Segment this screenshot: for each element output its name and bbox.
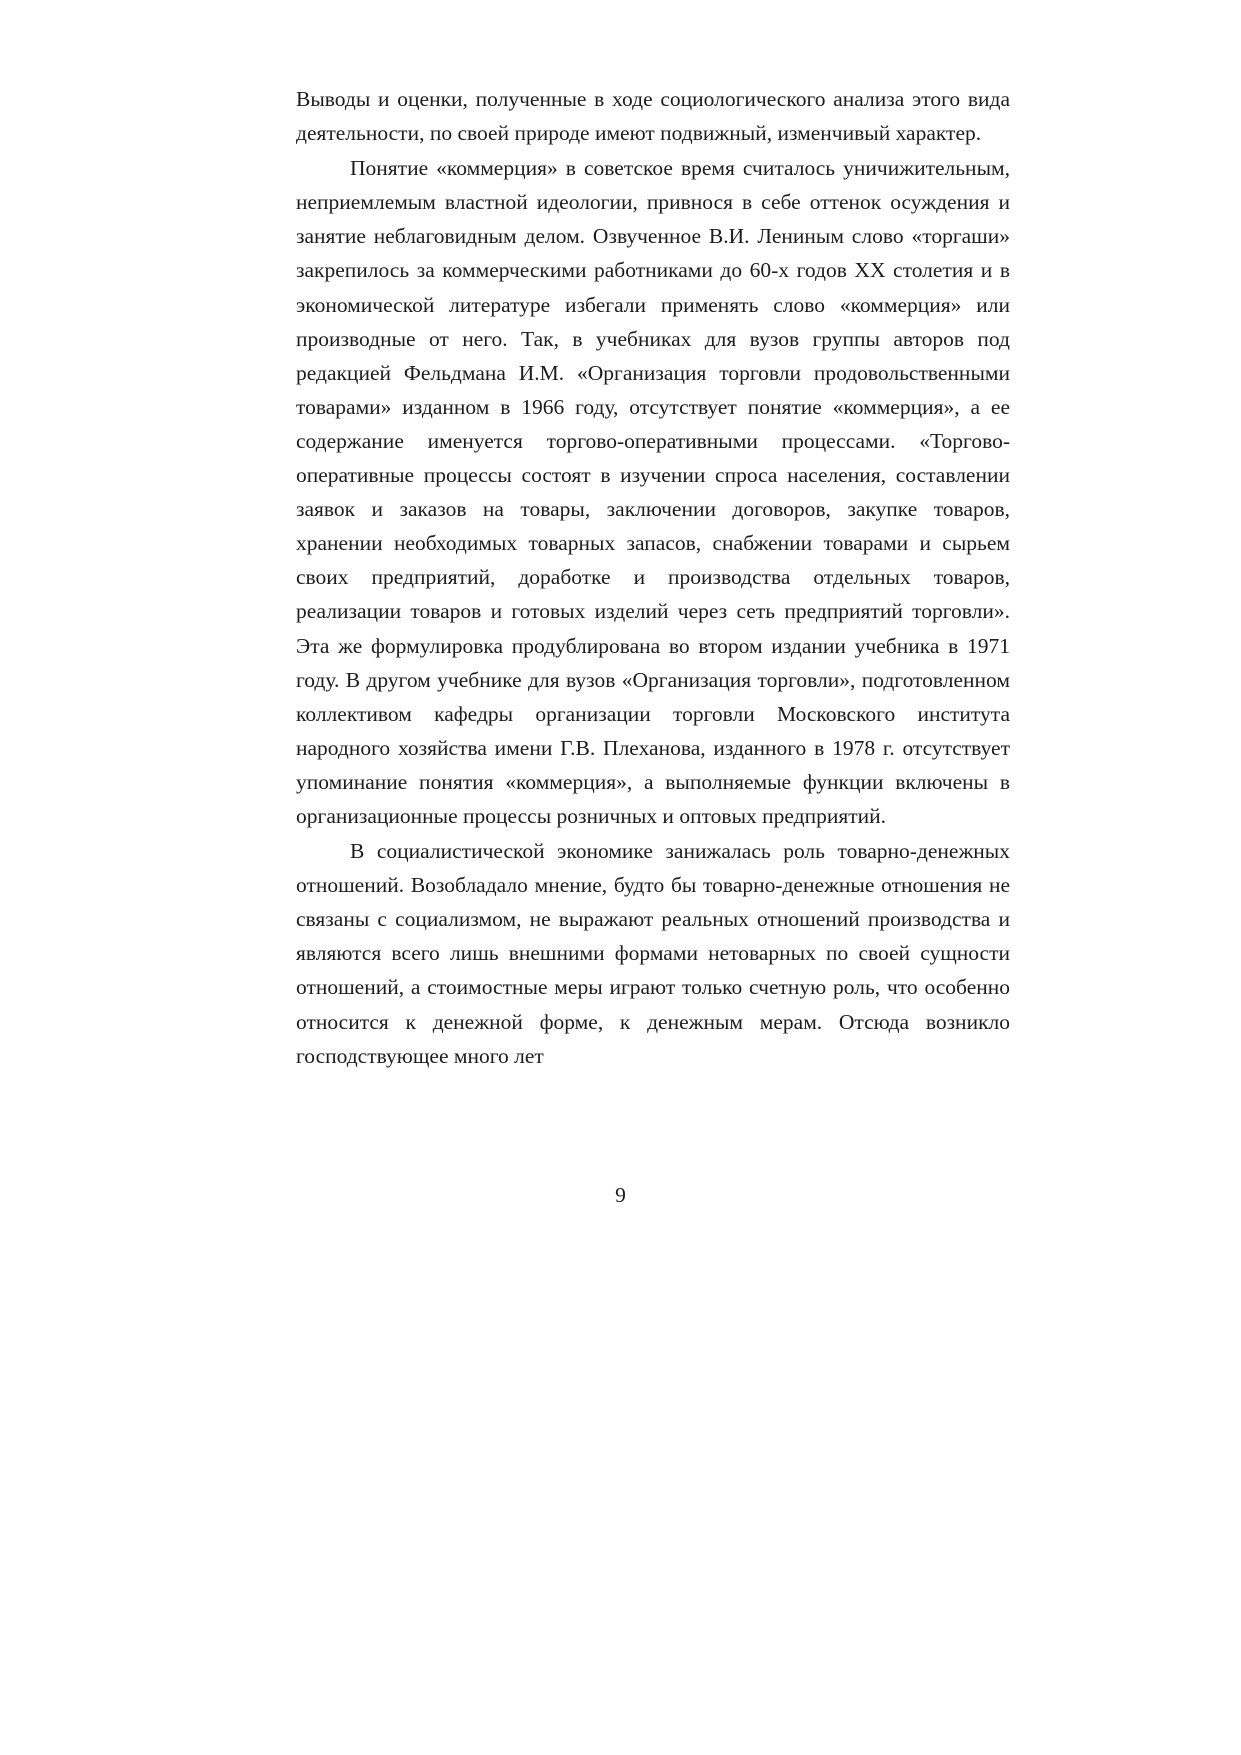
paragraph-2: Понятие «коммерция» в советское время считалось уничижительным, неприемлемым властной идеологии, привнося в себе оттенок осуждения и занятие неблаговидным делом. Озвученное В.И. Лениным слово «торгаши» закрепилось за коммерческими работниками до 60-х годов XX столетия и в экономической литературе избегали применять слово «коммерция» или производные от него. Так, в учебниках для вузов группы авторов под редакцией Фельдмана И.М. «Организация торговли продовольственными товарами» изданном в 1966 году, отсутствует понятие «коммерция», а ее содержание именуется торгово-оперативными процессами. «Торгово-оперативные процессы состоят в изучении спроса населения, составлении заявок и заказов на товары, заключении договоров, закупке товаров, хранении необходимых товарных запасов, снабжении товарами и сырьем своих предприятий, доработке и производства отдельных товаров, реализации товаров и готовых изделий через сеть предприятий торговли». Эта же формулировка продублирована во втором издании учебника в 1971 году. В другом учебнике для вузов «Организация торговли», подготовленном коллективом кафедры организации торговли Московского института народного хозяйства имени Г.В. Плеханова, изданного в 1978 г. отсутствует упоминание понятия «коммерция», а выполняемые функции включены в организационные процессы розничных и оптовых предприятий. (296, 156, 1010, 828)
body-text (296, 82, 1010, 1073)
page-number: 9 (615, 1183, 626, 1207)
paragraph-3: В социалистической экономике занижалась роль товарно-денежных отношений. Возобладало мнение, будто бы товарно-денежные отношения не связаны с социализмом, не выражают реальных отношений производства и являются всего лишь внешними формами нетоварных по своей сущности отношений, а стоимостные меры играют только счетную роль, что особенно относится к денежной форме, к денежным мерам. Отсюда возникло господствующее много лет (296, 839, 1010, 1068)
paragraph-1: Выводы и оценки, полученные в ходе социологического анализа этого вида деятельности, по своей природе имеют подвижный, изменчивый характер. (296, 87, 1010, 146)
